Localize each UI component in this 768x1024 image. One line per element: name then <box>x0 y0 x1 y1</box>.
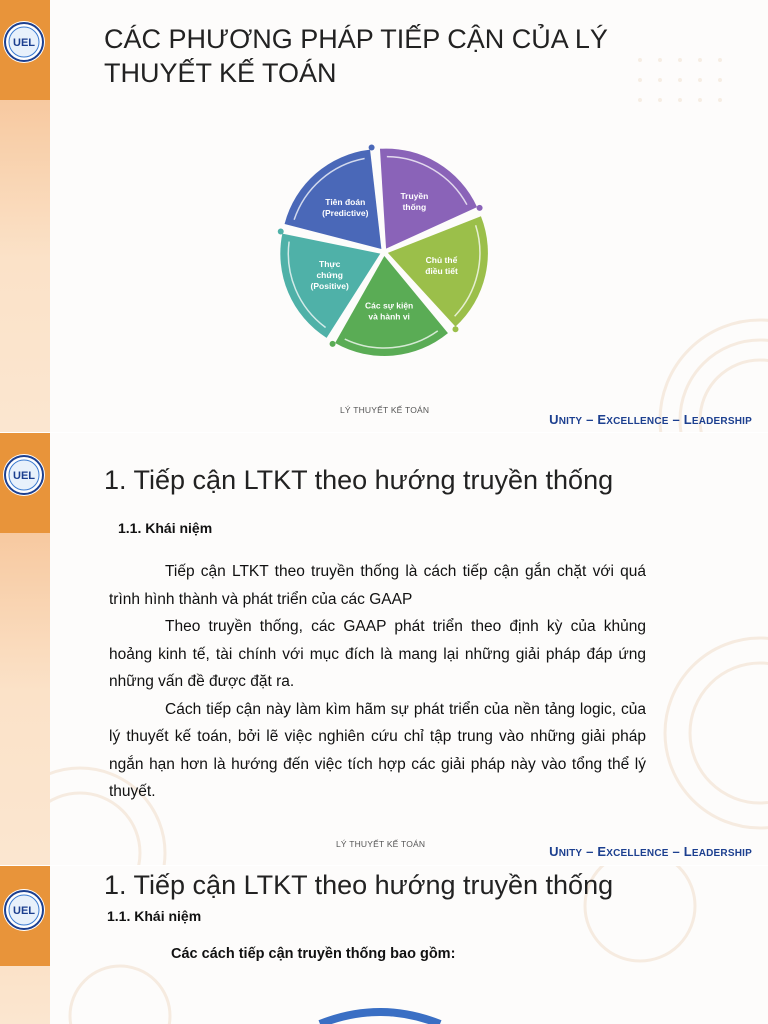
paragraph: Tiếp cận LTKT theo truyền thống là cách tiếp cận gắn chặt với quá trình hình thành và phát triển của các GAAP <box>109 563 646 608</box>
arrow-head <box>369 144 375 150</box>
uel-logo <box>2 888 46 932</box>
slide-2-body <box>109 558 646 806</box>
svg-text:UEL: UEL <box>13 37 35 49</box>
slide-1 <box>0 0 768 432</box>
slide-3-title: 1. Tiếp cận LTKT theo hướng truyền thống <box>104 870 614 900</box>
pie-segment-label: Các sự kiện <box>365 300 414 311</box>
slide-2-brand-tagline: UNITY – EXCELLENCE – LEADERSHIP <box>549 844 752 859</box>
sidebar-stripe <box>0 0 50 432</box>
slide-1-title: CÁC PHƯƠNG PHÁP TIẾP CẬN CỦA LÝ THUYẾT KẾ TOÁN <box>104 24 608 88</box>
pie-segment-label: và hành vi <box>368 311 410 322</box>
slide-3 <box>0 866 768 1024</box>
pie-segment-label: Truyền <box>400 190 429 201</box>
pie-segment-label: (Predictive) <box>322 207 369 218</box>
pie-segment-label: Thực <box>319 259 341 270</box>
pie-segment-label: (Positive) <box>310 281 349 292</box>
svg-text:UEL: UEL <box>13 905 35 917</box>
pie-segment-label: Chủ thể <box>425 254 458 265</box>
diagram-partial-ring <box>300 1006 460 1024</box>
paragraph: Theo truyền thống, các GAAP phát triển theo định kỳ của khủng hoảng kinh tế, tài chính với mục đích là mang lại những giải pháp đáp ứng những vấn đề được đặt ra. <box>109 618 646 690</box>
slide-2-subheading: 1.1. Khái niệm <box>118 520 213 536</box>
pie-segment-label: thống <box>402 201 427 212</box>
arrow-head <box>452 326 458 332</box>
slide-3-subheading: 1.1. Khái niệm <box>107 908 202 924</box>
pie-segment-label: điều tiết <box>425 265 458 276</box>
uel-logo <box>2 453 46 497</box>
sidebar-stripe <box>0 433 50 865</box>
svg-text:UEL: UEL <box>13 470 35 482</box>
arrow-head <box>278 228 284 234</box>
uel-logo <box>2 20 46 64</box>
slide-1-brand-tagline: UNITY – EXCELLENCE – LEADERSHIP <box>549 412 752 427</box>
arrow-head <box>477 205 483 211</box>
slide-3-intro: Các cách tiếp cận truyền thống bao gồm: <box>171 946 456 962</box>
slide-1-footer: LÝ THUYẾT KẾ TOÁN <box>340 405 430 415</box>
paragraph: Cách tiếp cận này làm kìm hãm sự phát triển của nền tảng logic, của lý thuyết kế toán, bởi lẽ việc nghiên cứu chỉ tập trung vào những giải pháp ngắn hạn hơn là hướng đến việc tích hợp các giải pháp này vào tổng thể lý thuyết. <box>109 700 646 800</box>
approaches-pie-diagram <box>268 136 500 368</box>
slide-2-footer: LÝ THUYẾT KẾ TOÁN <box>336 839 426 849</box>
arrow-head <box>330 341 336 347</box>
pie-segment-label: chứng <box>316 270 343 281</box>
slide-2 <box>0 433 768 865</box>
slide-2-title: 1. Tiếp cận LTKT theo hướng truyền thống <box>104 465 614 495</box>
pie-segment-label: Tiên đoán <box>325 196 366 207</box>
